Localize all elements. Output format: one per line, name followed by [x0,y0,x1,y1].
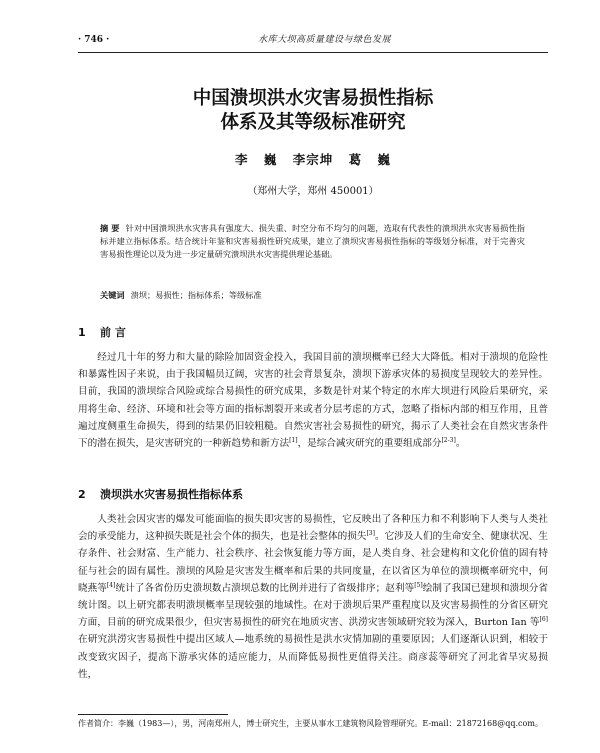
section-1-text-a: 经过几十年的努力和大量的除险加固资金投入，我国目前的溃坝概率已经大大降低。相对于溃坝的危险性和暴露性因子来说，由于我国幅员辽阔，灾害的社会背景复杂，溃坝下游承灾体的易损度呈现较大的差异性。目前，我国的溃坝综合风险或综合易损性的研究成果，多数是针对某个特定的水库大坝进行风险后果研究，采用将生命、经济、环境和社会等方面的指标割裂开来或者分层考虑的方式，忽略了指标内部的相互作用，且普遍过度侧重生命损失，得到的结果仍旧较粗糙。自然灾害社会易损性的研究，揭示了人类社会在自然灾害条件下的潜在损失，是灾害研究的一种新趋势和新方法 [78,352,548,450]
footnote-rule [78,714,228,715]
section-2-number: 2 [78,488,86,501]
section-1-text-c: 。 [455,438,466,450]
keywords-label: 关键词 [100,290,125,300]
abstract-label: 摘 要 [100,223,120,233]
section-2-text-d: 绘制了我国已建坝和溃坝分省统计图。以上研究都表明溃坝概率呈现较强的地域性。在对于溃坝后果严重程度以及灾害易损性的分省区研究方面，目前的研究成果很少，但灾害易损性的研究在地质灾害、洪涝灾害领域研究较为深入，Burton Ian 等 [78,582,549,629]
section-2-text-e: 在研究洪涝灾害易损性中提出区域人—地系统的易损性是洪水灾情加剧的重要原因；人们逐渐认识到，相较于改变致灾因子，提高下游承灾体的适应能力，从而降低易损性更值得关注。商彦蕊等研究了河北省旱灾易损性， [78,634,548,680]
abstract [100,222,525,261]
section-1-number: 1 [78,326,86,339]
title-line-2: 体系及其等级标准研究 [220,112,406,133]
header-rule [78,52,548,53]
abstract-text: 针对中国溃坝洪水灾害具有强度大、损失重、时空分布不均匀的问题，选取有代表性的溃坝洪水灾害易损性指标并建立指标体系。结合统计年鉴和灾害易损性研究成果，建立了溃坝灾害易损性指标的等级划分标准，对于完善灾害易损性理论以及为进一步定量研究溃坝洪水灾害提供理论基础。 [100,223,525,259]
citation: [6] [539,616,548,624]
keywords-text: 溃坝；易损性；指标体系；等级标准 [130,290,262,300]
running-header [78,33,548,47]
running-title: 水库大坝高质量建设与绿色发展 [258,35,392,45]
title-line-1: 中国溃坝洪水灾害易损性指标 [192,88,434,109]
section-2-paragraph [78,511,548,683]
page-number: · 746 · [78,35,110,45]
section-2-title: 溃坝洪水灾害易损性指标体系 [100,488,243,501]
citation: [5] [414,581,423,589]
citation: [4] [106,581,116,589]
author-footnote: 作者简介：李巍（1983—），男，河南郑州人，博士研究生，主要从事水工建筑物风险管理研究。E-mail：21872168@qq.com。 [78,719,543,728]
section-2-text-b: 。它涉及人们的生命安全、健康状况、生存条件、社会财富、生产能力、社会秩序、社会恢复能力等方面，是人类自身、社会建构和文化价值的固有特征与社会的固有属性。溃坝的风险是灾害发生概率和后果的共同度量，在以省区为单位的溃坝概率研究中，何晓燕等 [78,531,548,594]
citation: [3] [366,530,375,538]
citation: [1] [289,436,298,444]
section-1-paragraph [78,349,548,452]
keywords [100,289,525,302]
paper-title [78,87,548,135]
section-2-heading [78,486,548,502]
citation: [2-3] [441,436,456,444]
affiliation: （郑州大学，郑州 450001） [247,186,379,197]
section-2-text-c: 统计了各省份历史溃坝数占溃坝总数的比例并进行了省级排序；赵利等 [115,582,415,594]
section-1-title: 前 言 [100,326,126,339]
author-list: 李 巍 李宗坤 葛 巍 [235,152,391,167]
section-2-text-a: 人类社会因灾害的爆发可能面临的损失即灾害的易损性，它反映出了各种压力和不利影响下人类与人类社会的承受能力，这种损失既是社会个体的损失，也是社会整体的损失 [78,514,548,543]
section-1-heading [78,324,548,340]
section-1-text-b: ，是综合减灾研究的重要组成部分 [297,438,442,450]
